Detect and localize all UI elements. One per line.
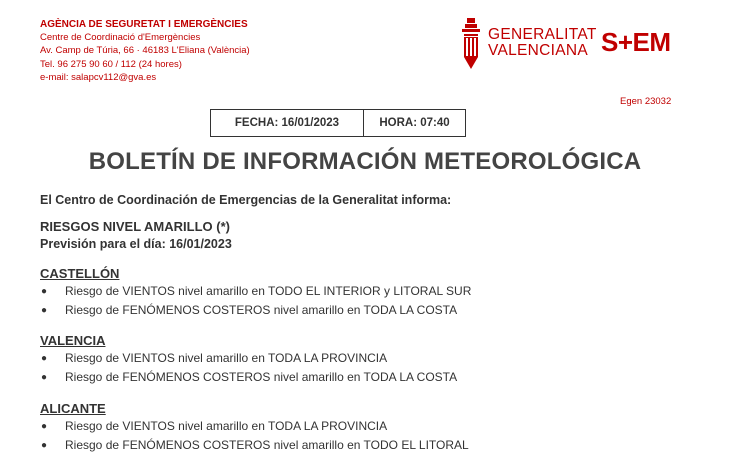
- list-item: [40, 436, 469, 455]
- list-item: [40, 368, 457, 387]
- forecast-date: Previsión para el día: 16/01/2023: [40, 237, 232, 251]
- bullet-icon: ●: [41, 305, 48, 316]
- bullet-icon: ●: [41, 421, 48, 432]
- intro-text: El Centro de Coordinación de Emergencias de la Generalitat informa:: [40, 193, 452, 207]
- generalitat-valenciana-logo: [462, 18, 597, 70]
- agency-header: [40, 18, 250, 84]
- date-time-box: [210, 109, 466, 137]
- agency-phone: Tel. 96 275 90 60 / 112 (24 hores): [40, 58, 182, 70]
- agency-email: e-mail: salapcv112@gva.es: [40, 71, 157, 83]
- bullet-icon: ●: [41, 372, 48, 383]
- region-castellon: [40, 265, 471, 320]
- generalitat-line2: VALENCIANA: [488, 42, 589, 59]
- risk-level-heading: RIESGOS NIVEL AMARILLO (*): [40, 219, 230, 234]
- bullet-icon: ●: [41, 353, 48, 364]
- risk-text: Riesgo de FENÓMENOS COSTEROS nivel amarillo en TODA LA COSTA: [65, 370, 458, 384]
- risk-text: Riesgo de VIENTOS nivel amarillo en TODO EL INTERIOR y LITORAL SUR: [65, 284, 472, 298]
- generalitat-wordmark: [488, 27, 597, 59]
- list-item: [40, 417, 469, 436]
- bullet-icon: ●: [41, 286, 48, 297]
- bullet-icon: ●: [41, 440, 48, 451]
- region-name: ALICANTE: [40, 401, 106, 416]
- risk-text: Riesgo de VIENTOS nivel amarillo en TODA LA PROVINCIA: [65, 419, 388, 433]
- date-cell: FECHA: 16/01/2023: [211, 110, 364, 136]
- risk-text: Riesgo de VIENTOS nivel amarillo en TODA LA PROVINCIA: [65, 351, 388, 365]
- generalitat-crest-icon: [462, 18, 480, 70]
- time-cell: HORA: 07:40: [379, 117, 450, 129]
- region-alicante: [40, 400, 469, 455]
- region-name: CASTELLÓN: [40, 266, 120, 281]
- list-item: [40, 282, 471, 301]
- region-valencia: [40, 332, 457, 387]
- risk-text: Riesgo de FENÓMENOS COSTEROS nivel amarillo en TODO EL LITORAL: [65, 438, 469, 452]
- risk-text: Riesgo de FENÓMENOS COSTEROS nivel amarillo en TODA LA COSTA: [65, 303, 458, 317]
- generalitat-line1: GENERALITAT: [488, 26, 597, 43]
- agency-address: Av. Camp de Túria, 66 · 46183 L'Eliana (València): [40, 45, 250, 57]
- agency-center: Centre de Coordinació d'Emergències: [40, 32, 201, 44]
- reference-code: Egen 23032: [620, 96, 672, 107]
- list-item: [40, 349, 457, 368]
- list-item: [40, 301, 471, 320]
- sem-logo: S+EM: [601, 27, 671, 57]
- agency-name: AGÈNCIA DE SEGURETAT I EMERGÈNCIES: [40, 19, 248, 30]
- bulletin-title: BOLETÍN DE INFORMACIÓN METEOROLÓGICA: [88, 148, 642, 175]
- region-name: VALENCIA: [40, 333, 106, 348]
